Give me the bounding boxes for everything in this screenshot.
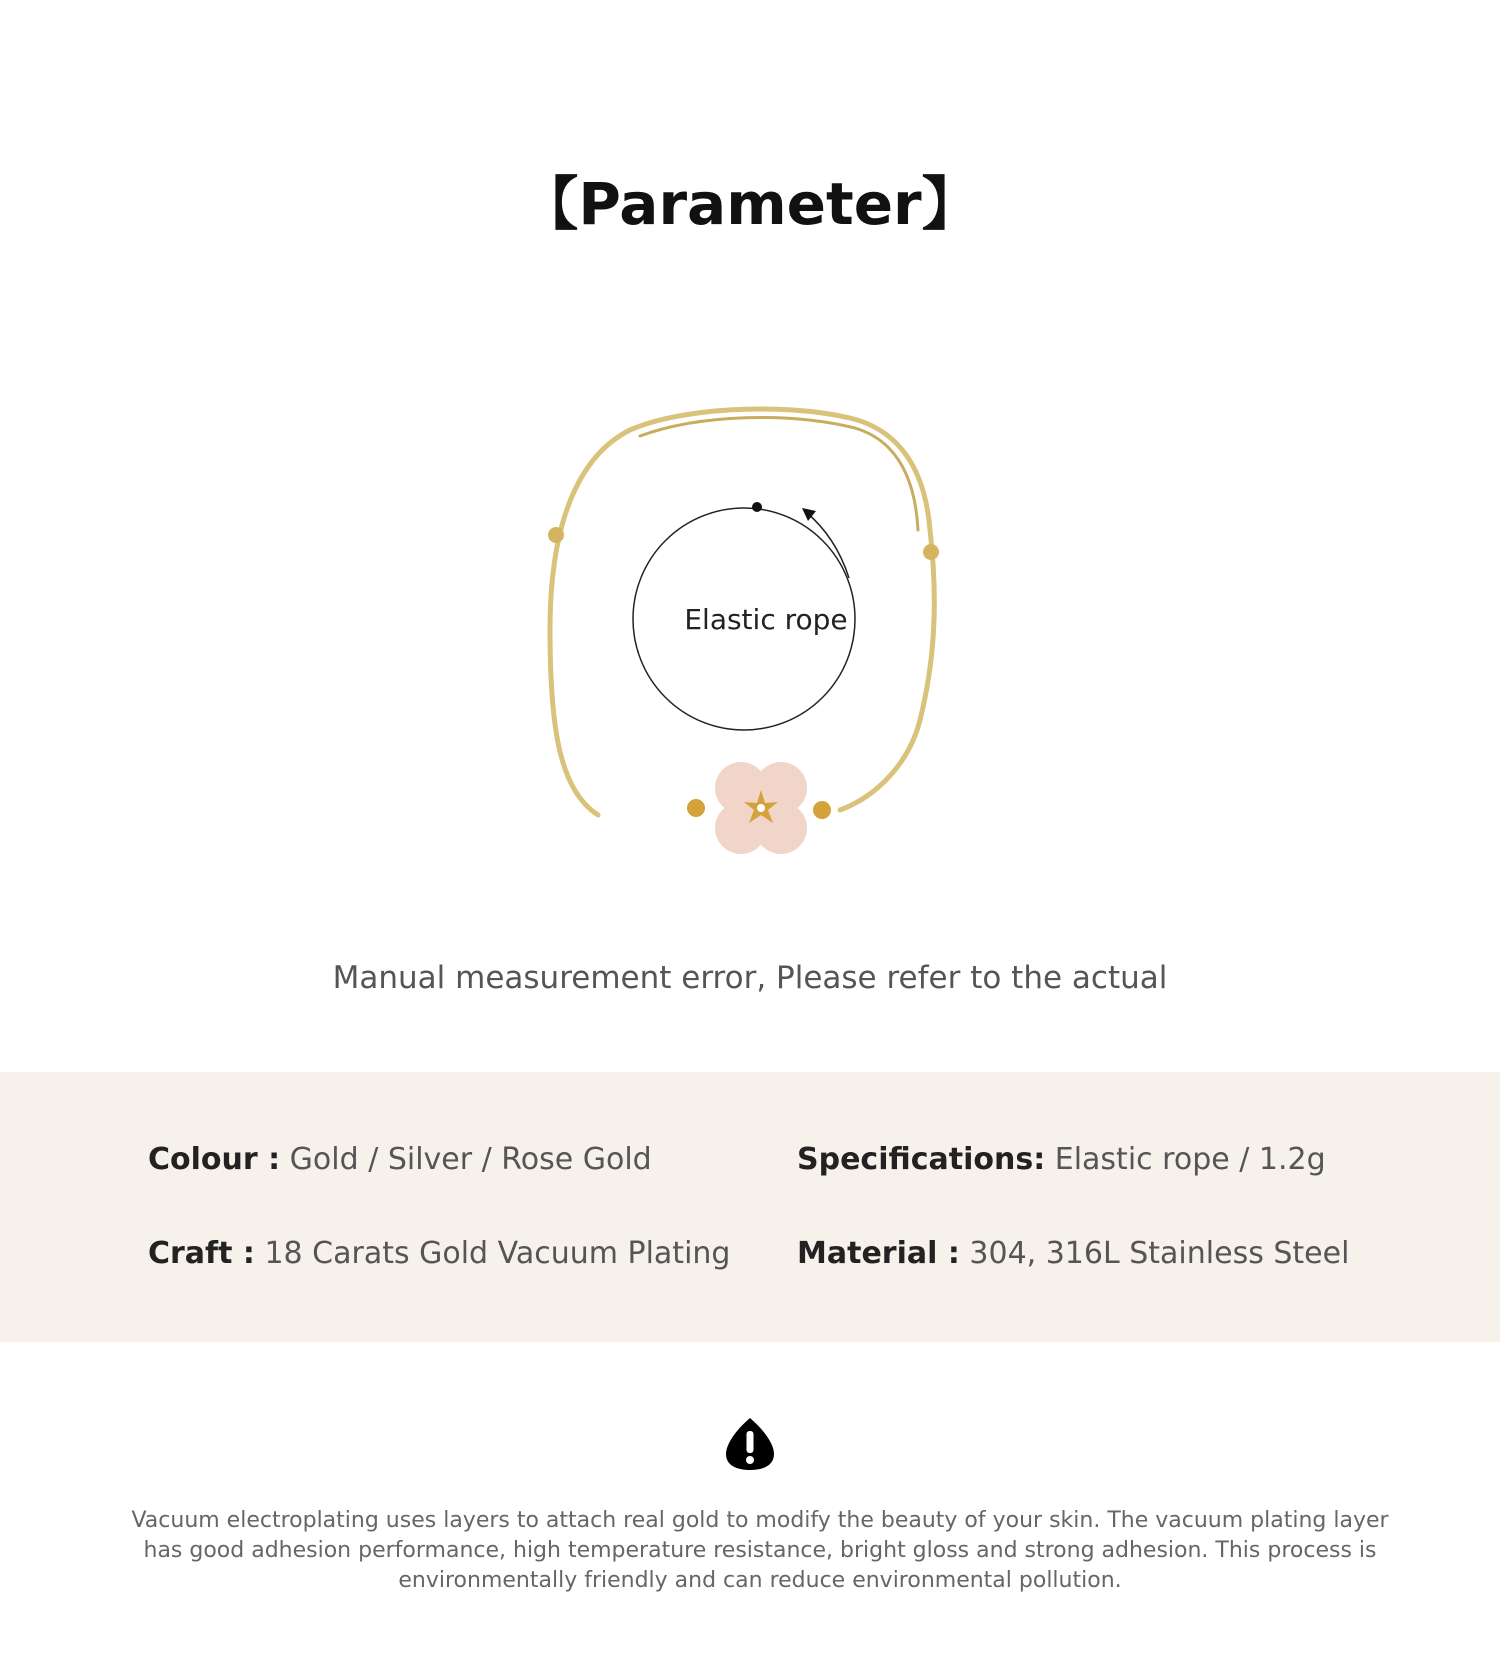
- param-specifications: [797, 1138, 1326, 1182]
- param-craft-value: 18 Carats Gold Vacuum Plating: [264, 1236, 731, 1271]
- parameters-panel: [0, 1072, 1500, 1342]
- param-specifications-value: Elastic rope / 1.2g: [1054, 1142, 1326, 1177]
- cord-knot-right: [923, 544, 939, 560]
- param-specifications-label: Specifications:: [797, 1142, 1046, 1177]
- bracelet-drawing: [520, 400, 980, 860]
- param-colour: [148, 1138, 652, 1182]
- param-material-value: 304, 316L Stainless Steel: [969, 1236, 1350, 1271]
- bracelet-illustration: [520, 400, 980, 860]
- param-material: [797, 1232, 1349, 1276]
- vacuum-plating-disclaimer: Vacuum electroplating uses layers to attach real gold to modify the beauty of your skin. The vacuum plating layer has good adhesion performance, high temperature resistance, bright gloss and strong adhesion. This process is environmentally friendly and can reduce environmental pollution.: [131, 1508, 1389, 1593]
- measurement-note: Manual measurement error, Please refer to the actual: [332, 960, 1168, 996]
- exclamation-icon: [724, 1416, 776, 1472]
- bead-left: [687, 799, 705, 817]
- param-craft-label: Craft :: [148, 1236, 255, 1271]
- param-craft: [148, 1232, 730, 1276]
- param-colour-value: Gold / Silver / Rose Gold: [289, 1142, 652, 1177]
- page-title: 【Parameter】: [520, 170, 980, 238]
- clover-charm: [715, 762, 807, 854]
- callout-label: Elastic rope: [684, 603, 848, 636]
- callout-dot: [752, 502, 762, 512]
- param-colour-label: Colour :: [148, 1142, 281, 1177]
- cord-knot-left: [548, 527, 564, 543]
- bead-right: [813, 801, 831, 819]
- param-material-label: Material :: [797, 1236, 960, 1271]
